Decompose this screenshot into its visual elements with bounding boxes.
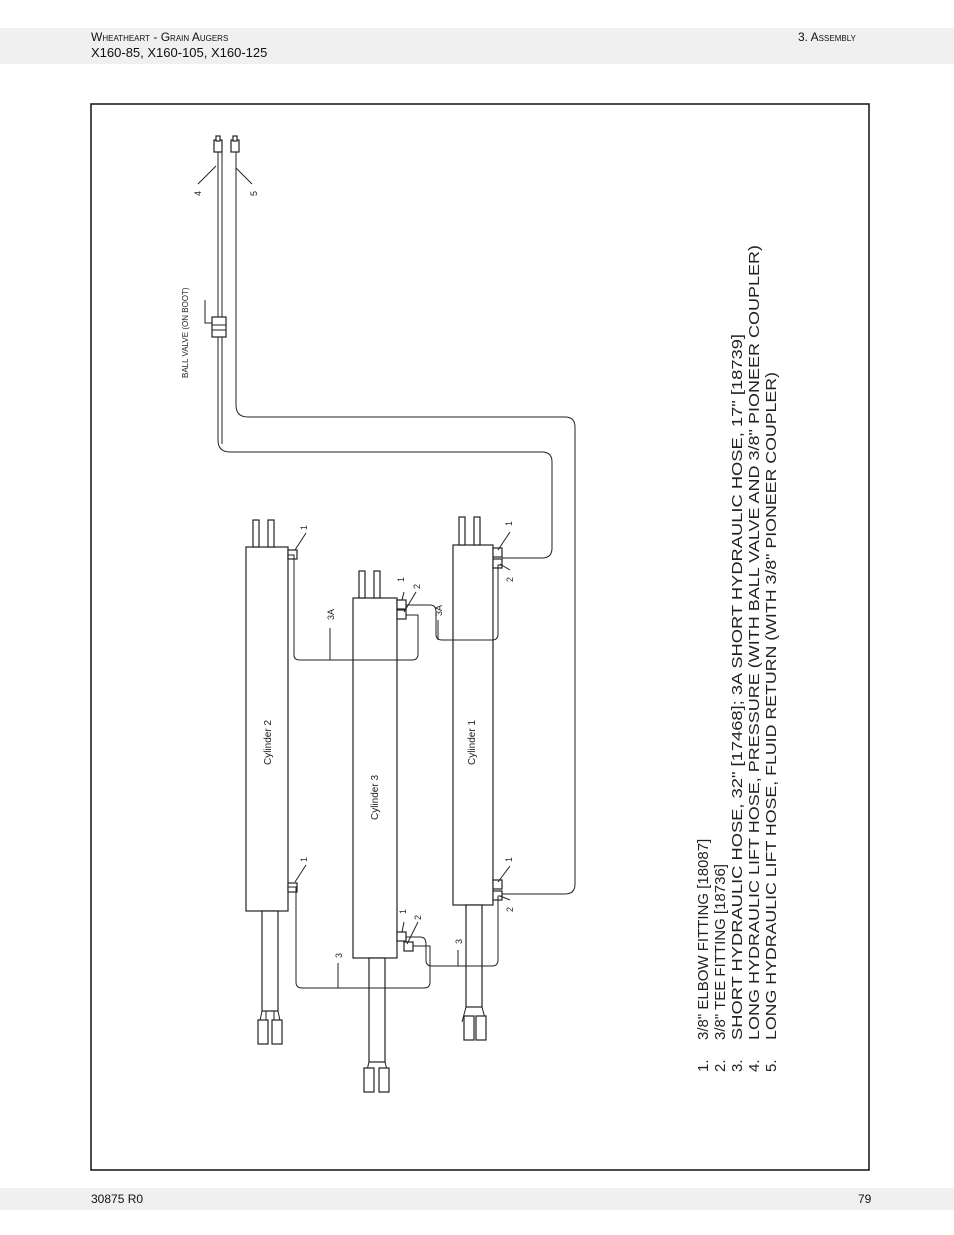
cylinder-2-label: Cylinder 2 <box>263 719 274 765</box>
callout-3: 3 <box>454 938 464 944</box>
callout-5: 5 <box>249 190 259 196</box>
cylinder-3-label: Cylinder 3 <box>370 774 381 820</box>
cylinder-1-label: Cylinder 1 <box>467 719 478 765</box>
callout-1: 1 <box>504 856 514 862</box>
callout-2: 2 <box>412 583 422 589</box>
footer-page-number: 79 <box>858 1192 872 1206</box>
page-footer <box>0 1188 954 1210</box>
header-section: 3. Assembly <box>798 30 856 44</box>
legend-num-3: 3. <box>729 1059 746 1072</box>
legend-num-5: 5. <box>763 1059 780 1072</box>
footer-doc-number: 30875 R0 <box>91 1192 144 1206</box>
callout-2: 2 <box>413 914 423 920</box>
callout-4: 4 <box>193 190 203 196</box>
callout-3: 3 <box>334 952 344 958</box>
legend-text-5: LONG HYDRAULIC LIFT HOSE, FLUID RETURN (WITH 3/8" PIONEER COUPLER) <box>763 475 780 1040</box>
ball-valve-label: BALL VALVE (ON BOOT) <box>181 287 190 378</box>
callout-1: 1 <box>396 576 406 582</box>
callout-2: 2 <box>505 576 515 582</box>
legend-text-4: LONG HYDRAULIC LIFT HOSE, PRESSURE (WITH BALL VALVE AND 3/8" PIONEER COUPLER) <box>746 377 763 1040</box>
callout-2: 2 <box>505 906 515 912</box>
callout-3a: 3A <box>434 604 444 616</box>
legend-num-1: 1. <box>695 1059 712 1072</box>
callout-1: 1 <box>504 520 514 526</box>
legend-text-3: SHORT HYDRAULIC HOSE, 32" [17468]; 3A SHORT HYDRAULIC HOSE, 17" [18739] <box>729 461 746 1040</box>
callout-1: 1 <box>299 856 309 862</box>
legend-num-4: 4. <box>746 1059 763 1072</box>
callout-3a: 3A <box>326 608 336 620</box>
header-brand: Wheatheart - Grain Augers <box>91 30 229 44</box>
header-models: X160-85, X160-105, X160-125 <box>91 45 268 60</box>
callout-1: 1 <box>299 524 309 530</box>
legend-text-1: 3/8" ELBOW FITTING [18087] <box>695 838 712 1040</box>
legend-num-2: 2. <box>712 1059 729 1072</box>
callout-1: 1 <box>398 908 408 914</box>
legend-text-2: 3/8" TEE FITTING [18736] <box>712 864 729 1040</box>
